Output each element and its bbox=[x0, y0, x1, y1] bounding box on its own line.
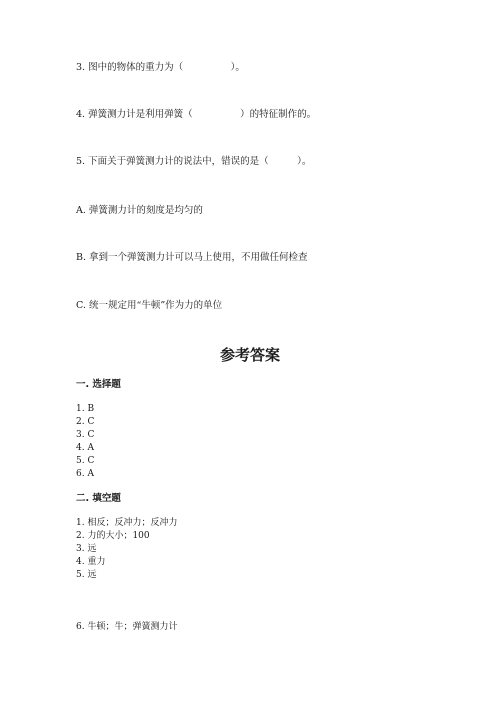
section-heading-choice: 一. 选择题 bbox=[76, 379, 121, 390]
question-4: 4. 弹簧测力计是利用弹簧（ ）的特征制作的。 bbox=[76, 109, 317, 120]
list-item: 2. C bbox=[76, 417, 95, 427]
answer-key-title: 参考答案 bbox=[219, 346, 280, 364]
fill-answer-6: 6. 牛顿；牛；弹簧测力计 bbox=[76, 622, 178, 632]
list-item: 1. 相反；反冲力；反冲力 bbox=[76, 518, 178, 528]
list-item: 1. B bbox=[76, 404, 95, 414]
option-a: A. 弹簧测力计的刻度是均匀的 bbox=[76, 205, 203, 216]
list-item: 4. A bbox=[76, 443, 94, 453]
section-heading-fill: 二. 填空题 bbox=[76, 493, 121, 504]
question-5: 5. 下面关于弹簧测力计的说法中，错误的是（ ）。 bbox=[76, 156, 312, 167]
list-item: 2. 力的大小；100 bbox=[76, 531, 150, 541]
list-item: 6. A bbox=[76, 469, 94, 479]
option-c: C. 统一规定用“牛顿”作为力的单位 bbox=[76, 300, 223, 311]
question-3: 3. 图中的物体的重力为（ ）。 bbox=[76, 62, 245, 73]
list-item: 4. 重力 bbox=[76, 557, 106, 567]
list-item: 3. C bbox=[76, 430, 95, 440]
option-b: B. 拿到一个弹簧测力计可以马上使用，不用做任何检查 bbox=[76, 252, 308, 263]
choice-answers-list bbox=[76, 403, 94, 481]
fill-answers-list bbox=[76, 517, 177, 582]
list-item: 5. 远 bbox=[76, 570, 97, 580]
list-item: 5. C bbox=[76, 456, 95, 466]
list-item: 3. 远 bbox=[76, 544, 97, 554]
